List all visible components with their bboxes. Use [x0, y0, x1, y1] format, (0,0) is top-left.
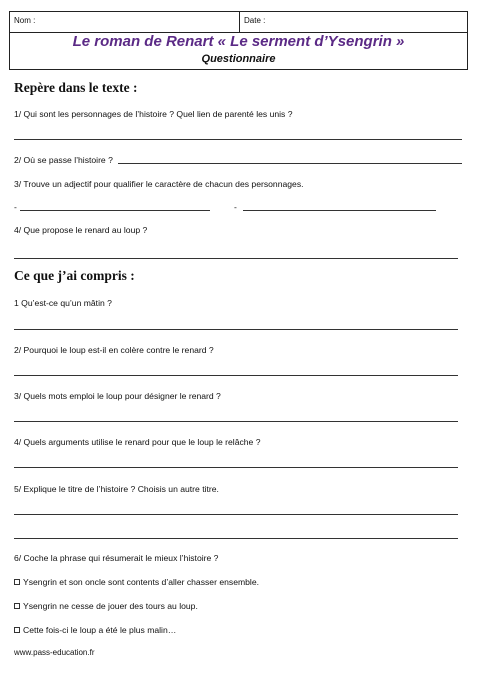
document-subtitle: Questionnaire [201, 53, 276, 65]
question-2-3: 3/ Quels mots emploi le loup pour désigner le renard ? [14, 391, 221, 401]
dash-marker: - [14, 202, 17, 212]
option-row[interactable] [14, 601, 198, 611]
document-title: Le roman de Renart « Le serment d’Ysengrin » [72, 33, 405, 50]
question-2-5: 5/ Explique le titre de l’histoire ? Choisis un autre titre. [14, 484, 219, 494]
answer-line[interactable] [14, 329, 458, 330]
nom-label: Nom : [14, 16, 36, 25]
answer-line[interactable] [14, 538, 458, 539]
answer-line[interactable] [118, 163, 462, 164]
answer-line[interactable] [14, 139, 462, 140]
answer-line[interactable] [14, 258, 458, 259]
header-box [9, 11, 468, 70]
option-row[interactable] [14, 577, 259, 587]
option-text: Ysengrin et son oncle sont contents d’aller chasser ensemble. [23, 577, 259, 587]
answer-line[interactable] [14, 514, 458, 515]
option-text: Ysengrin ne cesse de jouer des tours au loup. [23, 601, 198, 611]
answer-line[interactable] [14, 467, 458, 468]
section-heading-repere: Repère dans le texte : [14, 80, 138, 95]
question-2-1: 1 Qu’est-ce qu’un mâtin ? [14, 298, 112, 308]
option-row[interactable] [14, 625, 176, 635]
answer-line[interactable] [20, 210, 210, 211]
question-1-4: 4/ Que propose le renard au loup ? [14, 225, 148, 235]
checkbox[interactable] [14, 603, 20, 609]
answer-line[interactable] [14, 375, 458, 376]
option-text: Cette fois-ci le loup a été le plus malin… [23, 625, 177, 635]
checkbox[interactable] [14, 579, 20, 585]
date-label: Date : [244, 16, 266, 25]
question-2-6: 6/ Coche la phrase qui résumerait le mieux l’histoire ? [14, 553, 219, 563]
dash-marker: - [234, 202, 237, 212]
question-1-1: 1/ Qui sont les personnages de l’histoire ? Quel lien de parenté les unis ? [14, 109, 293, 119]
section-heading-compris: Ce que j’ai compris : [14, 268, 135, 283]
checkbox[interactable] [14, 627, 20, 633]
question-2-2: 2/ Pourquoi le loup est-il en colère contre le renard ? [14, 345, 214, 355]
question-1-2: 2/ Où se passe l’histoire ? [14, 155, 113, 165]
answer-line[interactable] [243, 210, 436, 211]
answer-line[interactable] [14, 421, 458, 422]
header-name-date-row [10, 12, 467, 33]
question-1-3: 3/ Trouve un adjectif pour qualifier le caractère de chacun des personnages. [14, 179, 304, 189]
footer-website: www.pass-education.fr [14, 648, 95, 657]
question-2-4: 4/ Quels arguments utilise le renard pour que le loup le relâche ? [14, 437, 261, 447]
header-divider [239, 12, 240, 32]
